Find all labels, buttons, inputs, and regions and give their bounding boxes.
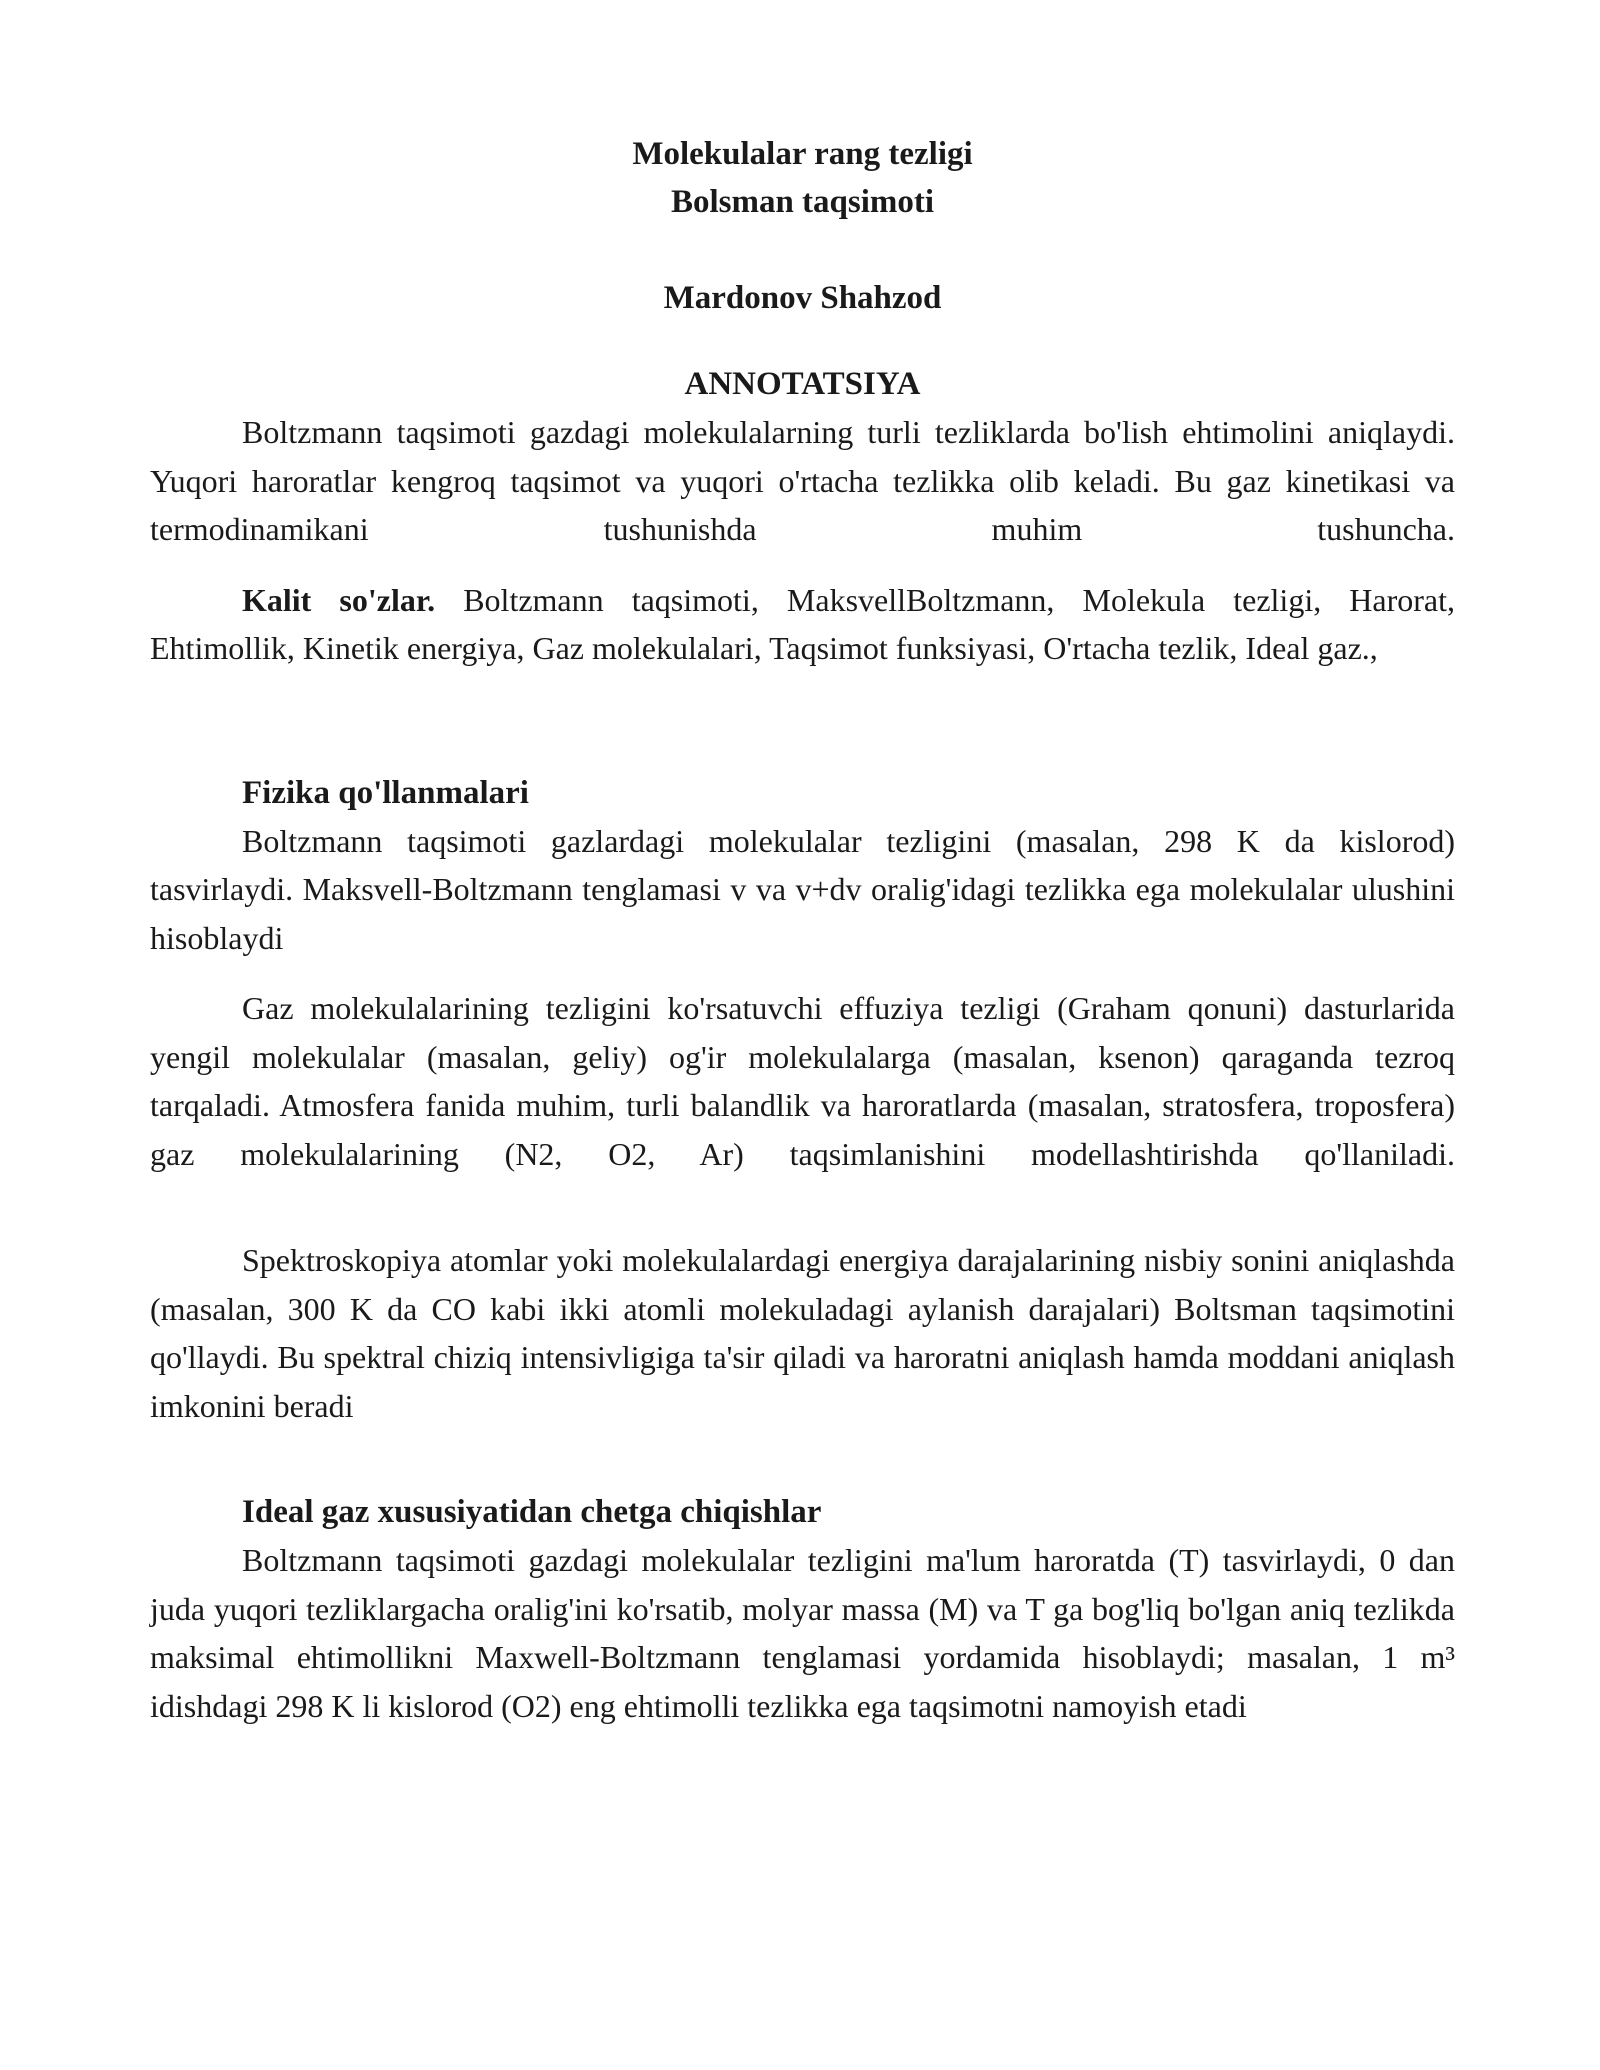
annotation-text: Boltzmann taqsimoti gazdagi molekulalarning turli tezliklarda bo'lish ehtimolini aniqlaydi. Yuqori haroratlar kengroq taqsimot va yuqori o'rtacha tezlikka olib keladi. Bu gaz kinetikasi va termodinamikani tushunishda muhim tushuncha. <box>150 414 1455 547</box>
section-heading-ideal-gaz: Ideal gaz xususiyatidan chetga chiqishlar <box>242 1494 822 1530</box>
keywords-label: Kalit so'zlar. <box>242 581 436 618</box>
section1-paragraph-1: Boltzmann taqsimoti gazlardagi molekulalar tezligini (masalan, 298 K da kislorod) tasvirlaydi. Maksvell-Boltzmann tenglamasi v va v+dv oralig'idagi tezlikka ega molekulalar ulushini hisoblaydi <box>150 822 1455 956</box>
title-line-2: Bolsman taqsimoti <box>670 184 935 220</box>
section1-paragraph-3: Spektroskopiya atomlar yoki molekulalardagi energiya darajalarining nisbiy sonini aniqlashda (masalan, 300 K da CO kabi ikki atomli molekuladagi aylanish darajalari) Boltsman taqsimotini qo'llaydi. Bu spektral chiziq intensivligiga ta'sir qiladi va haroratni aniqlash hamda moddani aniqlash imkonini beradi <box>150 1242 1455 1424</box>
title-line-1: Molekulalar rang tezligi <box>632 136 973 172</box>
document-page <box>150 130 1455 1730</box>
annotation-heading: ANNOTATSIYA <box>684 366 921 402</box>
keywords-text: Boltzmann taqsimoti, MaksvellBoltzmann, Molekula tezligi, Harorat, Ehtimollik, Kinetik energiya, Gaz molekulalari, Taqsimot funksiyasi, O'rtacha tezlik, Ideal gaz., <box>150 581 1456 666</box>
section1-paragraph-2: Gaz molekulalarining tezligini ko'rsatuvchi effuziya tezligi (Graham qonuni) dasturlarida yengil molekulalar (masalan, geliy) og'ir molekulalarga (masalan, ksenon) qaraganda tezroq tarqaladi. Atmosfera fanida muhim, turli balandlik va haroratlarda (masalan, stratosfera, troposfera) gaz molekulalarining (N2, O2, Ar) taqsimlanishini modellashtirishda qo'llaniladi. <box>150 990 1455 1172</box>
author-name: Mardonov Shahzod <box>663 280 942 316</box>
section2-paragraph-1: Boltzmann taqsimoti gazdagi molekulalar tezligini ma'lum haroratda (T) tasvirlaydi, 0 dan juda yuqori tezliklargacha oralig'ini ko'rsatib, molyar massa (M) va T ga bog'liq bo'lgan aniq tezlikda maksimal ehtimollikni Maxwell-Boltzmann tenglamasi yordamida hisoblaydi; masalan, 1 m³ idishdagi 298 K li kislorod (O2) eng ehtimolli tezlikka ega taqsimotni namoyish etadi <box>150 1542 1455 1724</box>
keywords-paragraph <box>150 576 1455 673</box>
section-heading-fizika: Fizika qo'llanmalari <box>242 774 529 811</box>
